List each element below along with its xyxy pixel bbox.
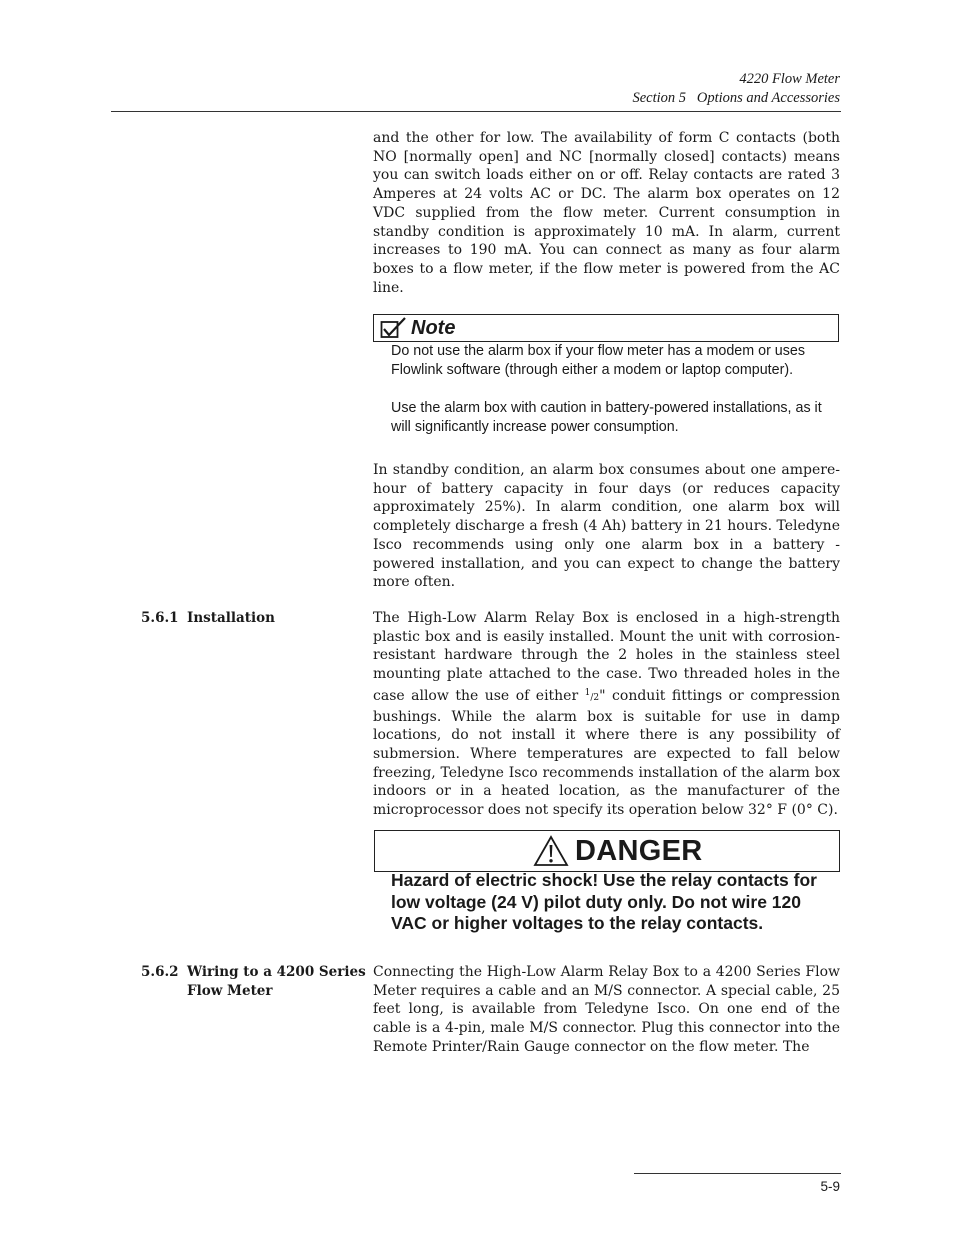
checkbox-check-icon xyxy=(380,317,408,344)
header-document-title: 4220 Flow Meter xyxy=(739,71,840,87)
note-text-line1: Do not use the alarm box if your flow meter has a modem or uses Flowlink software (through either a modem or laptop computer). xyxy=(391,343,806,378)
intro-paragraph: and the other for low. The availability of form C contacts (both NO [normally open] and NC [normally closed] contacts) means you can switch loads either on or off. Relay contacts are rated 3 Amperes at 24 volts AC or DC. The alarm box operates on 12 VDC supplied from the flow meter. Current consumption in standby condition is approximately 10 mA. In alarm, current increases to 190 mA. You can connect as many as four alarm boxes to a flow meter, if the flow meter is powered from the AC line. xyxy=(373,130,840,296)
fraction-numerator: 1 xyxy=(584,687,591,698)
section-title: Installation xyxy=(187,610,275,626)
section-number: 5.6.2 xyxy=(141,964,179,980)
header-section-title: Section 5 Options and Accessories xyxy=(632,90,840,106)
danger-text: Hazard of electric shock! Use the relay contacts for low voltage (24 V) pilot duty only. Do not wire 120 VAC or higher voltages to the relay contacts. xyxy=(391,870,817,933)
section-heading-wiring xyxy=(141,963,366,1001)
installation-text-b: " conduit fittings or compression bushings. While the alarm box is suitable for use in damp locations, do not install it where there is any possibility of submersion. Where temperatures are expected to fall below freezing, Teledyne Isco recommends installation of the alarm box indoors or in a heated location, as the manufacturer of the microprocessor does not specify its operation below 32° F (0° C). xyxy=(373,687,840,819)
section-title-line1: Wiring to a 4200 Series xyxy=(187,964,366,980)
note-title: Note xyxy=(411,317,456,339)
running-header xyxy=(632,70,840,108)
header-rule xyxy=(111,111,841,112)
installation-paragraph xyxy=(373,609,840,820)
fraction-denominator: /2 xyxy=(590,692,600,703)
danger-title: DANGER xyxy=(575,835,703,867)
footer-rule xyxy=(634,1173,841,1174)
danger-callout xyxy=(374,830,840,872)
warning-triangle-icon xyxy=(533,835,569,872)
installation-text-a: The High-Low Alarm Relay Box is enclosed in a high-strength plastic box and is easily installed. Mount the unit with corrosion-resistant hardware through the 2 holes in the stainless steel mounting plate attached to the case. Two threaded holes in the case allow the use of either xyxy=(373,610,840,704)
section-heading-installation xyxy=(141,609,275,628)
section-title-line2: Flow Meter xyxy=(187,983,273,999)
standby-paragraph: In standby condition, an alarm box consumes about one ampere-hour of battery capacity in four days (or reduces capacity approximately 25%). In alarm condition, one alarm box will completely discharge a fresh (4 Ah) battery in 21 hours. Teledyne Isco recommends using only one alarm box in a battery - powered installation, and you can expect to change the battery more often. xyxy=(373,462,840,591)
note-callout xyxy=(373,314,839,342)
note-text-line2: Use the alarm box with caution in battery-powered installations, as it will significantly increase power consumption. xyxy=(391,400,822,435)
wiring-paragraph: Connecting the High-Low Alarm Relay Box to a 4200 Series Flow Meter requires a cable and an M/S connector. A special cable, 25 feet long, is available from Teledyne Isco. On one end of the cable is a 4-pin, male M/S connector. Plug this connector into the Remote Printer/Rain Gauge connector on the flow meter. The xyxy=(373,964,840,1055)
page-number: 5-9 xyxy=(820,1179,840,1194)
section-number: 5.6.1 xyxy=(141,610,179,626)
